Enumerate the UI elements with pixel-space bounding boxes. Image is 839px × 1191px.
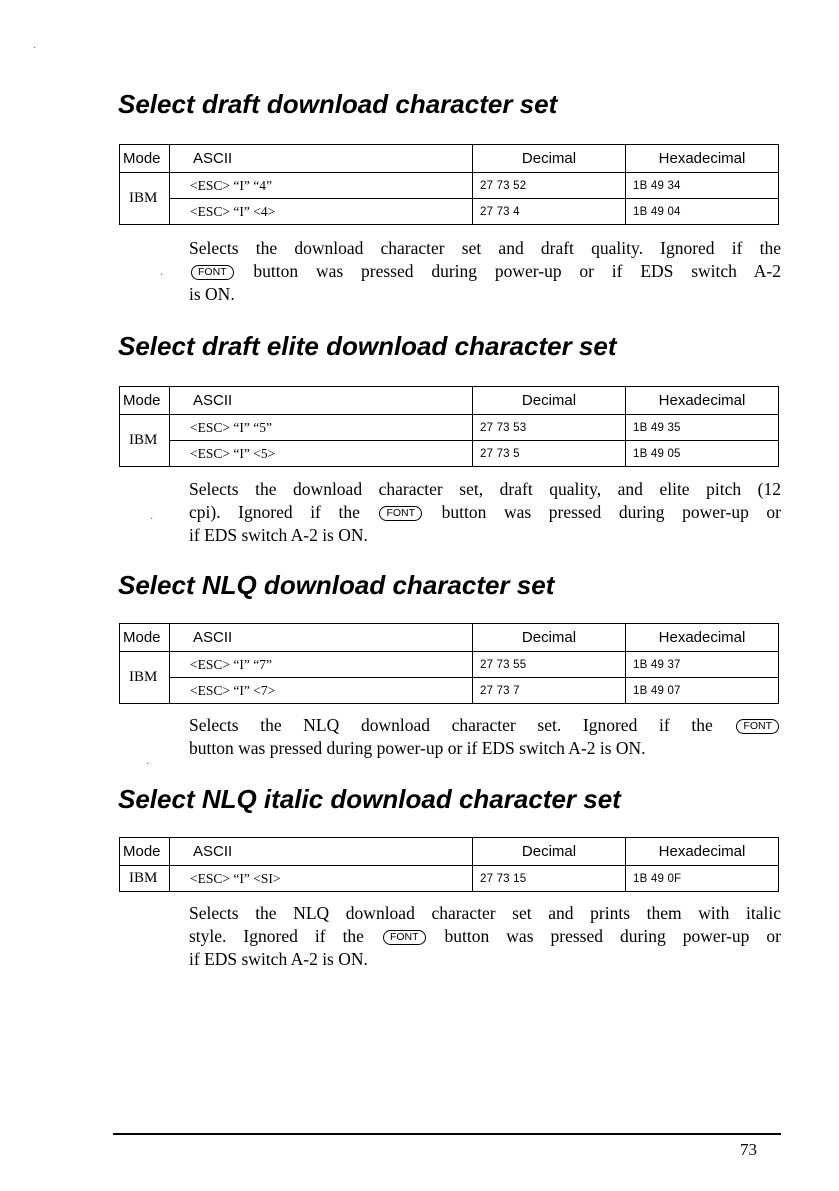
hex-cell: 1B 49 07 <box>626 678 779 704</box>
font-button-icon: FONT <box>191 265 234 280</box>
decimal-cell: 27 73 4 <box>473 199 626 225</box>
hex-cell: 1B 49 34 <box>626 173 779 199</box>
scan-speck: · <box>150 514 154 525</box>
description-line: if EDS switch A-2 is ON. <box>189 949 368 969</box>
table-row <box>120 173 779 199</box>
section-description <box>189 237 781 306</box>
footer-rule <box>113 1133 781 1135</box>
table-row <box>120 652 779 678</box>
ascii-cell: <ESC> “I” “4” <box>170 173 473 199</box>
mode-cell: IBM <box>120 415 170 467</box>
mode-cell: IBM <box>120 652 170 704</box>
hex-cell: 1B 49 0F <box>626 866 779 892</box>
header-ascii: ASCII <box>170 387 473 415</box>
header-decimal: Decimal <box>473 145 626 173</box>
description-line: style. Ignored if the FONT button was pressed during power-up or <box>189 926 782 946</box>
table-header-row <box>120 387 779 415</box>
ascii-cell: <ESC> “I” <7> <box>170 678 473 704</box>
section-heading: Select NLQ download character set <box>118 570 555 600</box>
font-button-icon: FONT <box>736 719 779 734</box>
scan-speck: · <box>33 43 37 54</box>
header-hexadecimal: Hexadecimal <box>626 387 779 415</box>
ascii-cell: <ESC> “I” <4> <box>170 199 473 225</box>
hex-cell: 1B 49 05 <box>626 441 779 467</box>
header-mode: Mode <box>120 838 170 866</box>
font-button-icon: FONT <box>383 930 426 945</box>
header-decimal: Decimal <box>473 387 626 415</box>
section-description <box>189 714 781 760</box>
section-heading: Select draft download character set <box>118 89 558 119</box>
header-mode: Mode <box>120 387 170 415</box>
command-table <box>119 837 779 892</box>
command-table <box>119 386 779 467</box>
command-table <box>119 623 779 704</box>
section-description <box>189 902 781 971</box>
mode-cell: IBM <box>120 866 170 892</box>
hex-cell: 1B 49 35 <box>626 415 779 441</box>
section-description <box>189 478 781 547</box>
table-row <box>120 415 779 441</box>
header-mode: Mode <box>120 624 170 652</box>
description-line: Selects the download character set and draft quality. Ignored if the <box>189 238 781 258</box>
decimal-cell: 27 73 52 <box>473 173 626 199</box>
hex-cell: 1B 49 04 <box>626 199 779 225</box>
decimal-cell: 27 73 5 <box>473 441 626 467</box>
header-decimal: Decimal <box>473 624 626 652</box>
font-button-icon: FONT <box>379 506 422 521</box>
mode-cell: IBM <box>120 173 170 225</box>
ascii-cell: <ESC> “I” “5” <box>170 415 473 441</box>
table-row <box>120 866 779 892</box>
header-mode: Mode <box>120 145 170 173</box>
decimal-cell: 27 73 7 <box>473 678 626 704</box>
ascii-cell: <ESC> “I” <SI> <box>170 866 473 892</box>
ascii-cell: <ESC> “I” “7” <box>170 652 473 678</box>
section-heading: Select NLQ italic download character set <box>118 784 621 814</box>
description-line: FONT button was pressed during power-up or if EDS switch A-2 <box>189 260 781 283</box>
hex-cell: 1B 49 37 <box>626 652 779 678</box>
table-row <box>120 199 779 225</box>
section-heading: Select draft elite download character set <box>118 331 617 361</box>
description-line: Selects the NLQ download character set and prints them with italic <box>189 903 781 923</box>
decimal-cell: 27 73 55 <box>473 652 626 678</box>
decimal-cell: 27 73 15 <box>473 866 626 892</box>
table-header-row <box>120 145 779 173</box>
ascii-cell: <ESC> “I” <5> <box>170 441 473 467</box>
table-row <box>120 441 779 467</box>
description-line: if EDS switch A-2 is ON. <box>189 525 368 545</box>
command-table <box>119 144 779 225</box>
page-number: 73 <box>740 1140 757 1159</box>
scan-speck: · <box>146 759 150 770</box>
header-hexadecimal: Hexadecimal <box>626 624 779 652</box>
description-line: cpi). Ignored if the FONT button was pressed during power-up or <box>189 502 781 522</box>
description-line: Selects the download character set, draft quality, and elite pitch (12 <box>189 479 781 499</box>
scan-speck: · <box>160 270 164 281</box>
table-header-row <box>120 624 779 652</box>
description-line: button was pressed during power-up or if EDS switch A-2 is ON. <box>189 738 646 758</box>
table-header-row <box>120 838 779 866</box>
decimal-cell: 27 73 53 <box>473 415 626 441</box>
description-line: is ON. <box>189 284 235 304</box>
header-hexadecimal: Hexadecimal <box>626 838 779 866</box>
header-hexadecimal: Hexadecimal <box>626 145 779 173</box>
description-line: Selects the NLQ download character set. Ignored if the FONT <box>189 714 781 737</box>
header-decimal: Decimal <box>473 838 626 866</box>
header-ascii: ASCII <box>170 624 473 652</box>
table-row <box>120 678 779 704</box>
header-ascii: ASCII <box>170 145 473 173</box>
header-ascii: ASCII <box>170 838 473 866</box>
